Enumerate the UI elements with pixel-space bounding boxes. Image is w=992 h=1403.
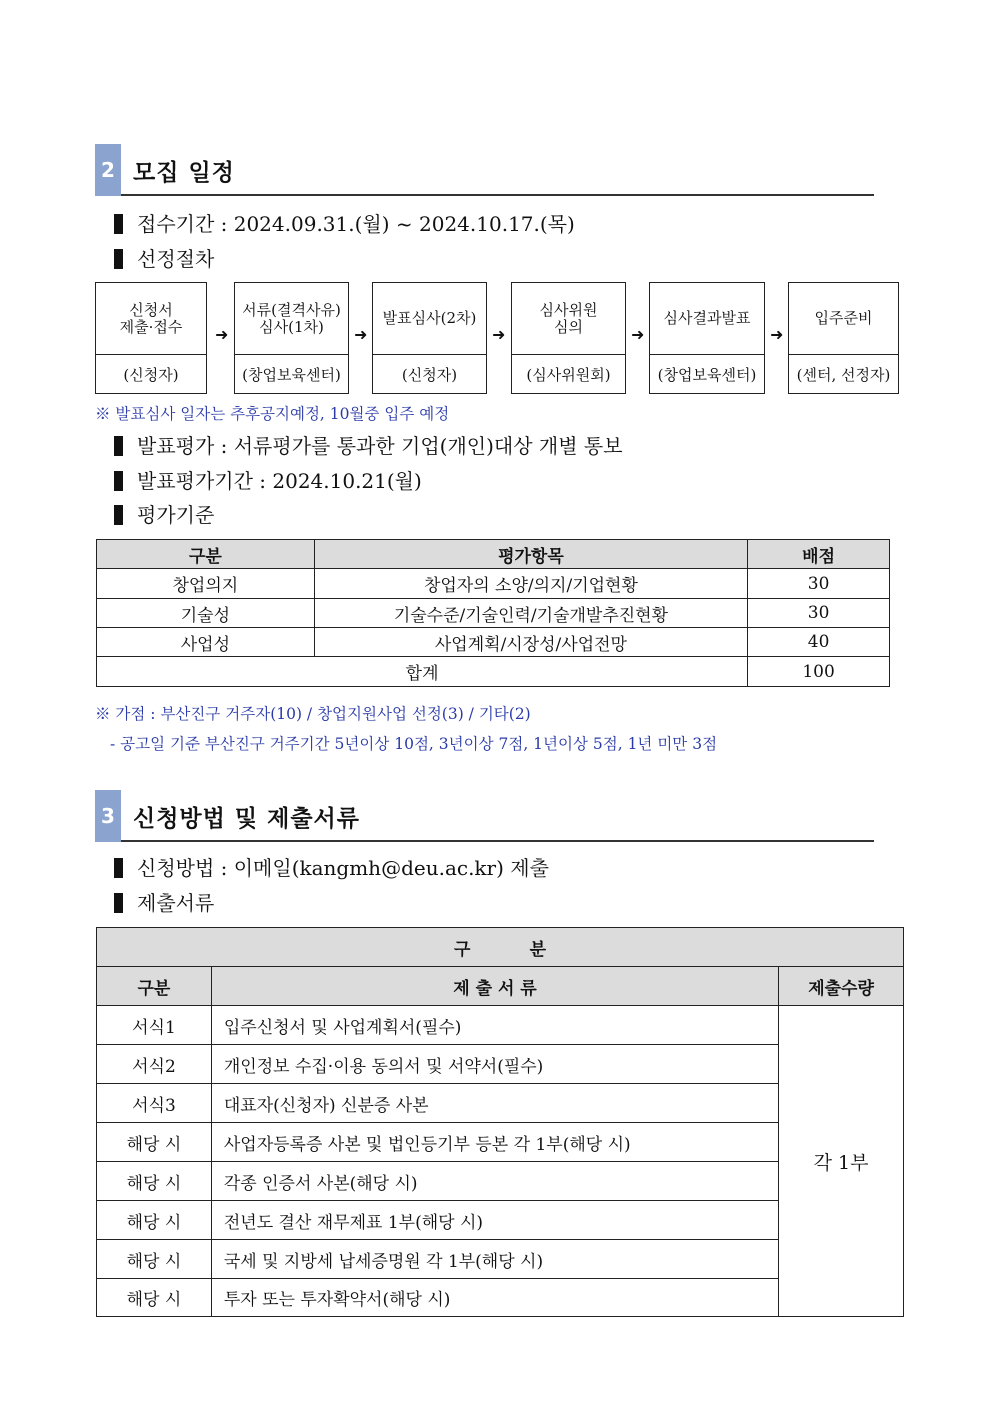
arrow-right-icon: ➜: [215, 325, 229, 344]
arrow-right-icon: ➜: [354, 325, 368, 344]
bullet-square-icon: [114, 249, 123, 269]
presentation-period: 발표평가기간 : 2024.10.21(월): [114, 465, 422, 494]
section-2-header: [95, 144, 874, 196]
section-number: 3: [95, 790, 121, 842]
docs-label: 제출서류: [114, 887, 214, 916]
bullet-square-icon: [114, 858, 123, 878]
table-row: 해당 시 사업자등록증 사본 및 법인등기부 등본 각 1부(해당 시): [97, 1123, 904, 1162]
table-row: 해당 시 투자 또는 투자확약서(해당 시): [97, 1279, 904, 1317]
table-row: 서식1 입주신청서 및 사업계획서(필수) 각 1부: [97, 1006, 904, 1045]
table-row: 서식2 개인정보 수집·이용 동의서 및 서약서(필수): [97, 1045, 904, 1084]
flow-step-3: 발표심사(2차) (신청자): [372, 282, 487, 394]
bullet-square-icon: [114, 436, 123, 456]
section-title: 신청방법 및 제출서류: [133, 806, 360, 832]
table-header-row: 구분 제 출 서 류 제출수량: [97, 967, 904, 1006]
procedure-label: 선정절차: [114, 243, 214, 272]
table-row: 해당 시 각종 인증서 사본(해당 시): [97, 1162, 904, 1201]
table-header-row: 구분 평가항목 배점: [97, 540, 890, 569]
bullet-square-icon: [114, 893, 123, 913]
arrow-right-icon: ➜: [631, 325, 645, 344]
bonus-detail: - 공고일 기준 부산진구 거주기간 5년이상 10점, 3년이상 7점, 1년이상 5점, 1년 미만 3점: [110, 735, 718, 753]
flow-step-4: 심사위원 심의 (심사위원회): [511, 282, 626, 394]
table-row: 해당 시 국세 및 지방세 납세증명원 각 1부(해당 시): [97, 1240, 904, 1279]
presentation-eval: 발표평가 : 서류평가를 통과한 기업(개인)대상 개별 통보: [114, 430, 623, 459]
bullet-square-icon: [114, 471, 123, 491]
table-row: 서식3 대표자(신청자) 신분증 사본: [97, 1084, 904, 1123]
application-period: 접수기간 : 2024.09.31.(월) ~ 2024.10.17.(목): [114, 208, 575, 237]
bullet-square-icon: [114, 505, 123, 525]
table-row: 기술성 기술수준/기술인력/기술개발추진현황 30: [97, 599, 890, 628]
table-row: 창업의지 창업자의 소양/의지/기업현황 30: [97, 569, 890, 599]
flow-note: ※ 발표심사 일자는 추후공지예정, 10월중 입주 예정: [95, 405, 450, 423]
table-row: 해당 시 전년도 결산 재무제표 1부(해당 시): [97, 1201, 904, 1240]
arrow-right-icon: ➜: [770, 325, 784, 344]
arrow-right-icon: ➜: [492, 325, 506, 344]
flow-step-2: 서류(결격사유) 심사(1차) (창업보육센터): [234, 282, 349, 394]
application-method: 신청방법 : 이메일(kangmh@deu.ac.kr) 제출: [114, 852, 549, 881]
section-title: 모집 일정: [133, 160, 235, 186]
criteria-table: [96, 539, 890, 687]
quantity-cell: 각 1부: [779, 1006, 904, 1317]
documents-table: [96, 927, 904, 1317]
flow-step-1: 신청서 제출·접수 (신청자): [95, 282, 207, 394]
flow-step-6: 입주준비 (센터, 선정자): [788, 282, 899, 394]
criteria-label: 평가기준: [114, 499, 214, 528]
section-number: 2: [95, 144, 121, 196]
table-top-header-row: 구 분: [97, 928, 904, 967]
section-3-header: [95, 790, 874, 842]
bullet-square-icon: [114, 214, 123, 234]
table-row: 사업성 사업계획/시장성/사업전망 40: [97, 628, 890, 657]
table-total-row: 합계 100: [97, 657, 890, 687]
bonus-note: ※ 가점 : 부산진구 거주자(10) / 창업지원사업 선정(3) / 기타(2): [95, 705, 531, 723]
flow-step-5: 심사결과발표 (창업보육센터): [649, 282, 765, 394]
